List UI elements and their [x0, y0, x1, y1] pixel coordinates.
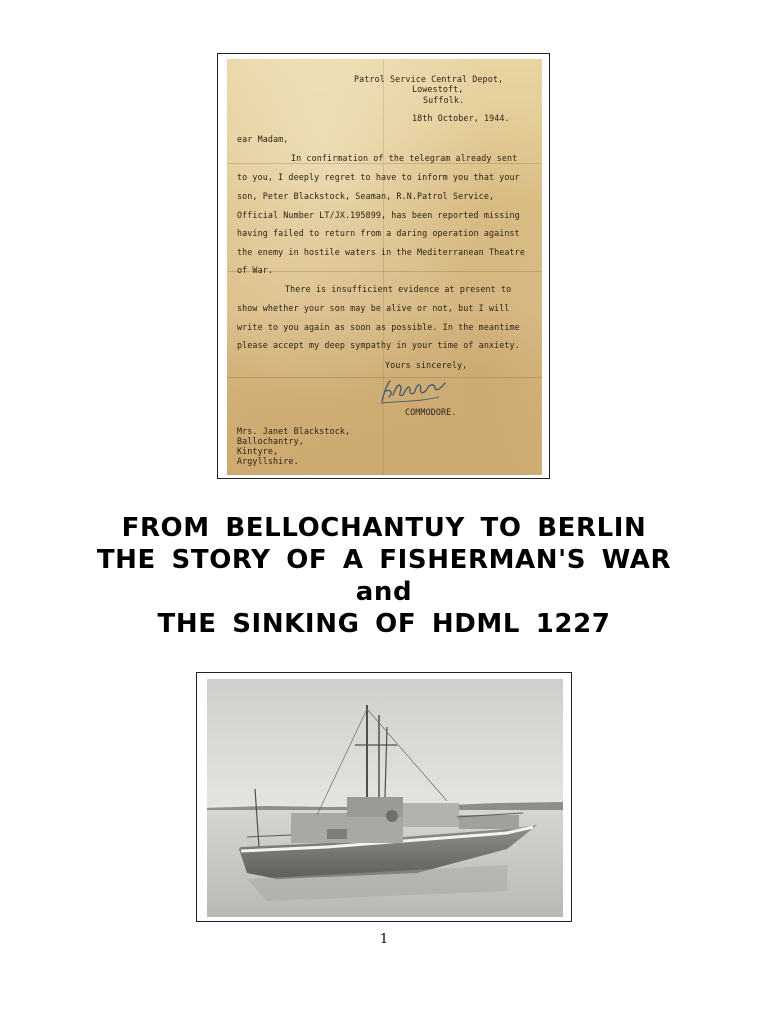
letter-recipient-line: Ballochantry, — [237, 436, 304, 446]
letter-recipient-line: Argyllshire. — [237, 456, 299, 466]
document-title — [0, 512, 768, 640]
paper-fold-line — [227, 271, 542, 272]
letter-body-line: There is insufficient evidence at present to — [285, 284, 512, 294]
letter-recipient-line: Mrs. Janet Blackstock, — [237, 426, 351, 436]
letter-body-line: show whether your son may be alive or not, but I will — [237, 303, 510, 313]
paper-fold-line — [383, 59, 384, 475]
letter-photo — [217, 53, 550, 479]
letter-closing: Yours sincerely, — [385, 360, 468, 370]
letter-body-line: of War. — [237, 265, 273, 275]
letter-body-line: In confirmation of the telegram already sent — [291, 153, 518, 163]
paper-fold-line — [227, 163, 542, 164]
letter-body-line: please accept my deep sympathy in your time of anxiety. — [237, 340, 520, 350]
title-line: THE STORY OF A FISHERMAN'S WAR — [96, 545, 672, 575]
letter-date: 18th October, 1944. — [412, 113, 510, 123]
title-line: and — [355, 577, 413, 607]
letter-address-line: Patrol Service Central Depot, — [354, 74, 504, 84]
letter-recipient-line: Kintyre, — [237, 446, 279, 456]
title-line: THE SINKING OF HDML 1227 — [157, 609, 611, 639]
signature-mark — [379, 375, 449, 405]
letter-body-line: son, Peter Blackstock, Seaman, R.N.Patrol Service, — [237, 191, 495, 201]
letter-salutation: ear Madam, — [237, 134, 289, 144]
page-number: 1 — [379, 932, 389, 947]
boat-photo-image — [207, 679, 563, 917]
letter-rank: COMMODORE. — [405, 407, 457, 417]
letter-body-line: write to you again as soon as possible. In the meantime — [237, 322, 520, 332]
letter-body-line: Official Number LT/JX.195899, has been reported missing — [237, 210, 520, 220]
letter-body-line: the enemy in hostile waters in the Mediterranean Theatre — [237, 247, 525, 257]
letter-address-line: Lowestoft, — [412, 84, 464, 94]
boat-photo — [196, 672, 572, 922]
letter-paper — [227, 59, 542, 475]
title-line: FROM BELLOCHANTUY TO BERLIN — [121, 513, 647, 543]
letter-body-line: having failed to return from a daring operation against — [237, 228, 520, 238]
letter-body-line: to you, I deeply regret to have to inform you that your — [237, 172, 520, 182]
letter-address-line: Suffolk. — [423, 95, 465, 105]
